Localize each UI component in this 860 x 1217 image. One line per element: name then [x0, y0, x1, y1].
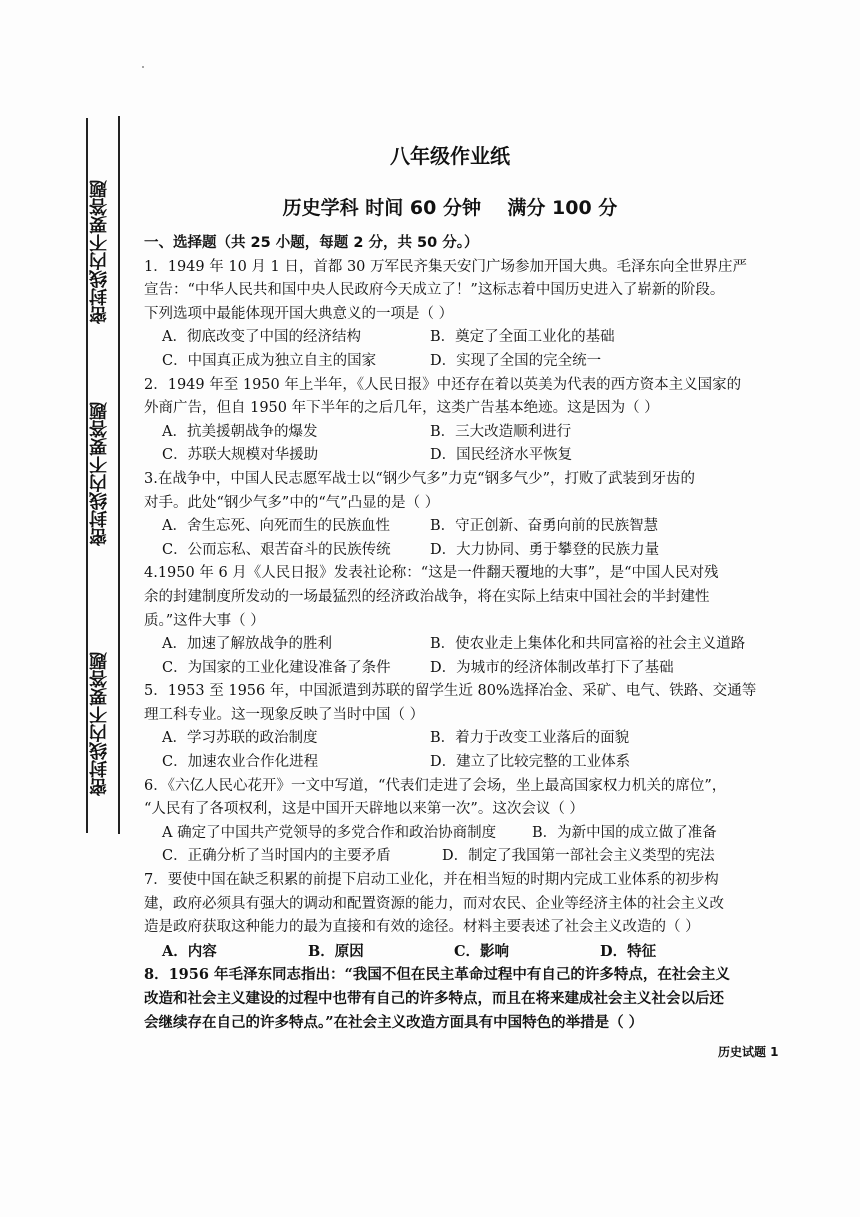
- option-d: D．特征: [600, 942, 657, 960]
- option-a: A 确定了中国共产党领导的多党合作和政治协商制度: [162, 824, 497, 841]
- option-b: B．为新中国的成立做了准备: [532, 824, 717, 841]
- question-6: [144, 775, 774, 869]
- question-text-line: 建，政府必须具有强大的调动和配置资源的能力，而对农民、企业等经济主体的社会主义改: [144, 895, 724, 912]
- question-2: [144, 374, 774, 468]
- seal-notice-middle: 密封线内不要答题: [89, 388, 115, 560]
- question-text-line: 3.在战争中，中国人民志愿军战士以“钢少气多”力克“钢多气少”，打败了武装到牙齿的: [144, 470, 695, 487]
- option-c: C．公而忘私、艰苦奋斗的民族传统: [162, 541, 391, 558]
- option-c: C．加速农业合作化进程: [162, 754, 319, 771]
- option-a: A．加速了解放战争的胜利: [162, 636, 332, 653]
- seal-notice-top: 密封线内不要答题: [89, 170, 115, 334]
- answer-options: [144, 515, 774, 562]
- option-d: D．实现了全国的完全统一: [430, 352, 602, 369]
- question-8: [144, 963, 774, 1034]
- question-text-line: 外商广告，但自 1950 年下半年的之后几年，这类广告基本绝迹。这是因为（ ）: [144, 400, 659, 417]
- question-text-line: 4.1950 年 6 月《人民日报》发表社论称：“这是一件翻天覆地的大事”，是“中国人民对残: [144, 565, 719, 582]
- answer-options: [144, 822, 774, 869]
- answer-options: [144, 633, 774, 680]
- question-3: [144, 468, 774, 562]
- option-c: C．中国真正成为独立自主的国家: [162, 352, 377, 369]
- option-d: D．建立了比较完整的工业体系: [430, 754, 631, 771]
- question-text-line: 2．1949 年至 1950 年上半年，《人民日报》中还存在着以英美为代表的西方资本主义国家的: [144, 376, 742, 393]
- seal-notice-bottom: 密封线内不要答题: [89, 636, 115, 812]
- question-text-line: 5．1953 至 1956 年，中国派遣到苏联的留学生近 80%选择冶金、采矿、电气、铁路、交通等: [144, 683, 757, 700]
- question-text-line: 会继续存在自己的许多特点。”在社会主义改造方面具有中国特色的举措是（ ）: [144, 1013, 644, 1031]
- question-text-line: 下列选项中最能体现开国大典意义的一项是（ ）: [144, 305, 454, 322]
- page-subtitle: 历史学科 时间 60 分钟 满分 100 分: [282, 197, 618, 219]
- question-text-line: 造是政府获取这种能力的最为直接和有效的途径。材料主要表述了社会主义改造的（ ）: [144, 919, 700, 936]
- option-c: C．影响: [454, 942, 510, 960]
- question-7: [144, 869, 774, 963]
- option-b: B．使农业走上集体化和共同富裕的社会主义道路: [430, 636, 746, 653]
- question-text-line: 7．要使中国在缺乏积累的前提下启动工业化，并在相当短的时期内完成工业体系的初步构: [144, 872, 719, 889]
- question-text-line: 质。”这件大事（ ）: [144, 612, 265, 629]
- question-1: [144, 256, 774, 374]
- answer-options: [144, 727, 774, 774]
- question-4: [144, 562, 774, 680]
- question-content: [144, 232, 774, 1034]
- question-text-line: 改造和社会主义建设的过程中也带有自己的许多特点，而且在将来建成社会主义社会以后还: [144, 990, 724, 1007]
- option-c: C．苏联大规模对华援助: [162, 447, 319, 464]
- option-c: C．正确分析了当时国内的主要矛盾: [162, 848, 391, 865]
- option-d: D．制定了我国第一部社会主义类型的宪法: [442, 848, 715, 865]
- question-text-line: 6．《六亿人民心花开》一文中写道，“代表们走进了会场，坐上最高国家权力机关的席位”，: [144, 777, 727, 794]
- question-text-line: 对手。此处“钢少气多”中的“气”凸显的是（ ）: [144, 494, 440, 511]
- answer-options: [144, 326, 774, 373]
- question-text-line: 理工科专业。这一现象反映了当时中国（ ）: [144, 706, 425, 723]
- page-title: 八年级作业纸: [390, 144, 510, 168]
- option-c: C．为国家的工业化建设准备了条件: [162, 659, 391, 676]
- option-d: D．国民经济水平恢复: [430, 447, 573, 464]
- option-a: A．彻底改变了中国的经济结构: [162, 329, 361, 346]
- question-text-line: “人民有了各项权利，这是中国开天辟地以来第一次”。这次会议（ ）: [144, 801, 584, 818]
- option-a: A．舍生忘死、向死而生的民族血性: [162, 518, 390, 535]
- option-d: D．为城市的经济体制改革打下了基础: [430, 659, 674, 676]
- option-b: B．守正创新、奋勇向前的民族智慧: [430, 518, 659, 535]
- answer-options: [144, 940, 774, 964]
- option-a: A．内容: [162, 942, 217, 960]
- option-a: A．学习苏联的政治制度: [162, 730, 318, 747]
- option-b: B．奠定了全面工业化的基础: [430, 329, 615, 346]
- page-footer: 历史试题 1: [718, 1045, 779, 1059]
- option-a: A．抗美援朝战争的爆发: [162, 423, 318, 440]
- question-5: [144, 680, 774, 774]
- section-heading: 一、选择题（共 25 小题，每题 2 分，共 50 分。）: [144, 235, 479, 251]
- question-text-line: 余的封建制度所发动的一场最猛烈的经济政治战争，将在实际上结束中国社会的半封建性: [144, 588, 710, 605]
- option-b: B．原因: [308, 942, 364, 960]
- question-text-line: 宣告：“中华人民共和国中央人民政府今天成立了！”这标志着中国历史进入了崭新的阶段。: [144, 282, 725, 299]
- question-text-line: 1．1949 年 10 月 1 日，首都 30 万军民齐集天安门广场参加开国大典。毛泽东向全世界庄严: [144, 258, 748, 275]
- option-d: D．大力协同、勇于攀登的民族力量: [430, 541, 660, 558]
- question-text-line: 8．1956 年毛泽东同志指出：“我国不但在民主革命过程中有自己的许多特点，在社会主义: [144, 966, 730, 984]
- binding-line-inner: [118, 116, 120, 834]
- answer-options: [144, 421, 774, 468]
- option-b: B．着力于改变工业落后的面貌: [430, 730, 630, 747]
- scan-speck: [142, 66, 144, 68]
- binding-line-outer: [86, 118, 88, 833]
- option-b: B．三大改造顺利进行: [430, 423, 572, 440]
